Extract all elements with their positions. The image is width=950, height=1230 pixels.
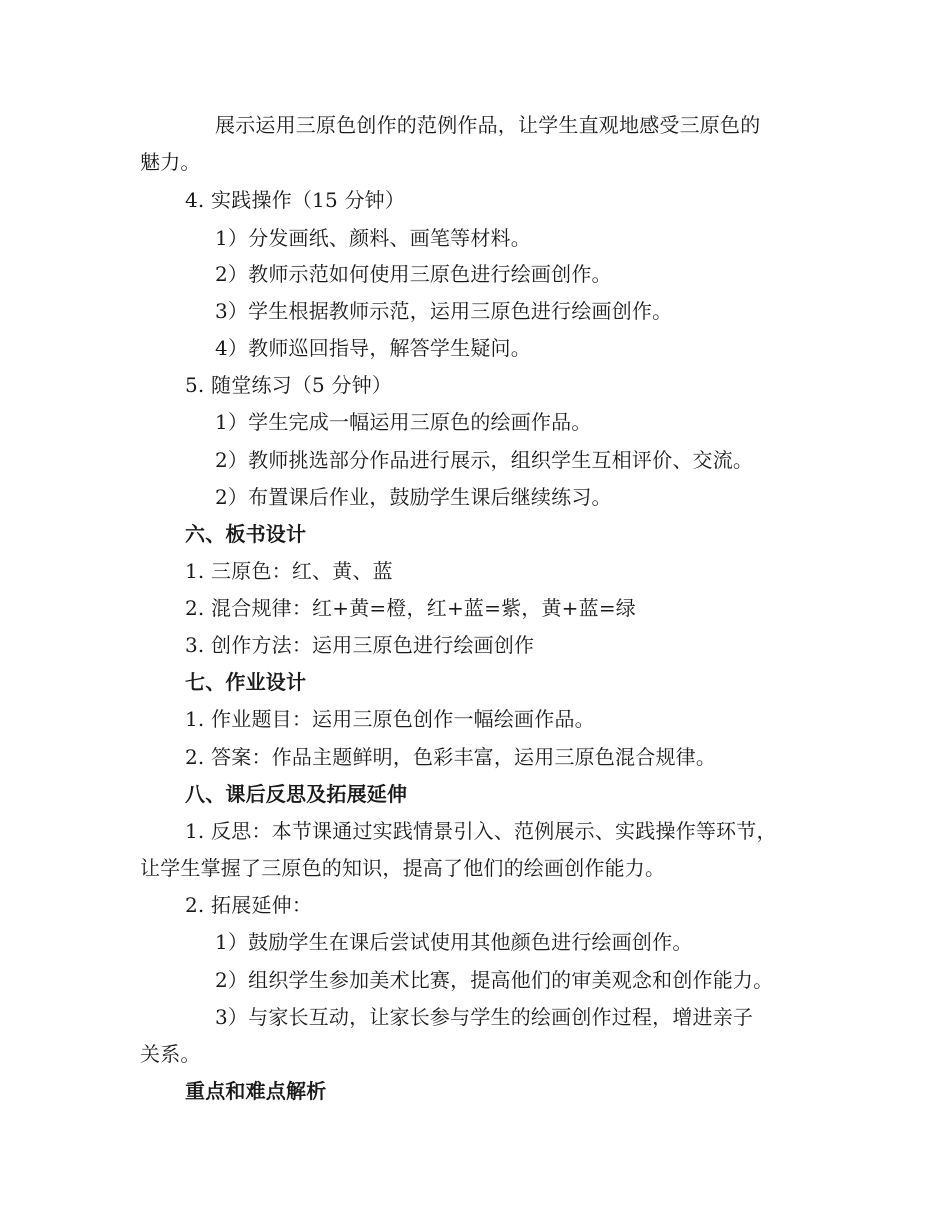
step-5-item-3: 2）布置课后作业，鼓励学生课后继续练习。 [215, 485, 612, 509]
section-6-heading: 六、板书设计 [185, 522, 307, 546]
section-7-heading: 七、作业设计 [185, 670, 307, 694]
step-4-item-2: 2）教师示范如何使用三原色进行绘画创作。 [215, 262, 612, 286]
step-5-title: 5. 随堂练习（5 分钟） [185, 373, 393, 397]
extension-title: 2. 拓展延伸： [185, 893, 313, 917]
extension-item-2: 2）组织学生参加美术比赛，提高他们的审美观念和创作能力。 [215, 968, 774, 992]
extension-item-3-line-1: 3）与家长互动，让家长参与学生的绘画创作过程，增进亲子 [215, 1005, 754, 1029]
section-7-item-1: 1. 作业题目：运用三原色创作一幅绘画作品。 [185, 707, 595, 731]
section-6-item-1: 1. 三原色：红、黄、蓝 [185, 559, 393, 583]
intro-paragraph-line-2: 魅力。 [140, 150, 201, 174]
extension-item-1: 1）鼓励学生在课后尝试使用其他颜色进行绘画创作。 [215, 930, 693, 954]
section-7-item-2: 2. 答案：作品主题鲜明，色彩丰富，运用三原色混合规律。 [185, 745, 717, 769]
section-8-heading: 八、课后反思及拓展延伸 [185, 782, 408, 806]
step-4-item-1: 1）分发画纸、颜料、画笔等材料。 [215, 226, 531, 250]
extension-item-3-line-2: 关系。 [140, 1042, 201, 1066]
step-4-title: 4. 实践操作（15 分钟） [185, 188, 406, 212]
section-6-item-2: 2. 混合规律：红+黄=橙，红+蓝=紫，黄+蓝=绿 [185, 596, 636, 620]
intro-paragraph-line-1: 展示运用三原色创作的范例作品，让学生直观地感受三原色的 [215, 113, 761, 137]
step-4-item-4: 4）教师巡回指导，解答学生疑问。 [215, 336, 531, 360]
step-5-item-2: 2）教师挑选部分作品进行展示，组织学生互相评价、交流。 [215, 448, 754, 472]
key-points-heading: 重点和难点解析 [185, 1079, 327, 1103]
step-5-item-1: 1）学生完成一幅运用三原色的绘画作品。 [215, 410, 592, 434]
section-6-item-3: 3. 创作方法：运用三原色进行绘画创作 [185, 633, 535, 657]
reflection-line-2: 让学生掌握了三原色的知识，提高了他们的绘画创作能力。 [140, 856, 666, 880]
step-4-item-3: 3）学生根据教师示范，运用三原色进行绘画创作。 [215, 299, 673, 323]
reflection-line-1: 1. 反思：本节课通过实践情景引入、范例展示、实践操作等环节， [185, 819, 777, 843]
